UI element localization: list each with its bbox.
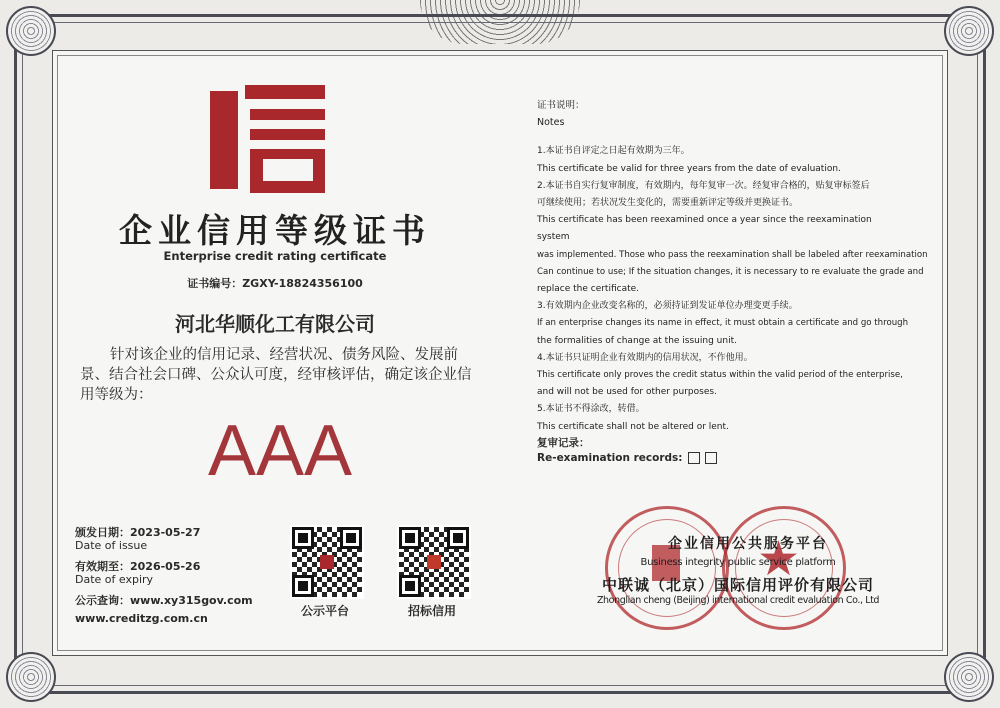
note-line: This certificate shall not be altered or lent.	[537, 421, 729, 432]
note-line: replace the certificate.	[537, 284, 640, 295]
qr-code-public-platform[interactable]	[290, 525, 364, 599]
notes-heading-cn: 证书说明：	[537, 100, 585, 111]
reexam-label: Re-examination records:	[537, 452, 683, 464]
corner-ornament	[944, 6, 994, 56]
reexam-section	[537, 436, 717, 466]
corner-ornament	[944, 652, 994, 702]
issue-date-label: Date of issue	[75, 539, 148, 552]
expiry-date-label: Date of expiry	[75, 573, 154, 586]
corner-ornament	[6, 652, 56, 702]
certificate-title: 企业信用等级证书	[119, 211, 431, 250]
note-line: 4.本证书只证明企业有效期内的信用状况，不作他用。	[537, 352, 753, 363]
qr-label: 公示平台	[300, 604, 349, 618]
note-line: This certificate has been reexamined once a year since the reexamination system	[537, 215, 872, 243]
certificate-number: 证书编号：ZGXY-18824356100	[187, 277, 363, 290]
star-icon: ★	[757, 531, 801, 587]
date-block	[75, 526, 253, 625]
note-line: was implemented. Those who pass the reexamination shall be labeled after reexamination	[537, 249, 928, 260]
company-name: 河北华顺化工有限公司	[175, 312, 375, 336]
note-line: This certificate be valid for three years from the date of evaluation.	[537, 163, 841, 174]
platform-name-en: Business integrity public service platform	[640, 557, 836, 568]
issue-date: 颁发日期：2023-05-27	[75, 526, 201, 539]
certificate-subtitle: Enterprise credit rating certificate	[163, 249, 387, 263]
note-line: 可继续使用；若状况发生变化的，需要重新评定等级并更换证书。	[537, 198, 799, 209]
rating-statement: 针对该企业的信用记录、经营状况、债务风险、发展前景、结合社会口碑、公众认可度，经审核评估，确定该企业信用等级为：	[80, 347, 472, 403]
notes-heading-en: Notes	[537, 117, 565, 129]
reexam-heading: 复审记录：	[537, 437, 590, 449]
reexam-checkbox[interactable]	[705, 452, 717, 464]
note-line: 1.本证书自评定之日起有效期为三年。	[537, 146, 690, 157]
issuer-name-cn: 中联诚（北京）国际信用评价有限公司	[601, 576, 874, 594]
credit-seal-logo	[205, 85, 330, 195]
note-line: and will not be used for other purposes.	[537, 387, 717, 398]
note-line: 2.本证书自实行复审制度，有效期内，每年复审一次。经复审合格的，贴复审标签后	[537, 180, 870, 191]
query-site: 公示查询：www.xy315gov.com	[75, 594, 253, 607]
note-line: If an enterprise changes its name in effect, it must obtain a certificate and go through	[537, 318, 909, 329]
note-line: This certificate only proves the credit status within the valid period of the enterprise,	[537, 370, 903, 381]
site-url: www.creditzg.com.cn	[75, 612, 208, 625]
issuer-block	[578, 533, 898, 606]
note-line: the formalities of change at the issuing unit.	[537, 335, 737, 346]
platform-name-cn: 企业信用公共服务平台	[668, 536, 828, 552]
corner-ornament	[6, 6, 56, 56]
logo-icon	[320, 555, 334, 569]
note-line: 5.本证书不得涂改，转借。	[537, 404, 645, 415]
qr-label: 招标信用	[407, 604, 456, 618]
issuer-name-en: Zhonglian cheng (Beijing) international credit evaluation Co., Ltd	[596, 595, 880, 606]
reexam-checkbox[interactable]	[688, 452, 700, 464]
note-line: 3.有效期内企业改变名称的，必须持证到发证单位办理变更手续。	[537, 301, 798, 312]
credit-grade: AAA	[207, 411, 353, 491]
note-line: Can continue to use; If the situation changes, it is necessary to re evaluate the grade and	[537, 266, 924, 277]
logo-icon	[427, 555, 441, 569]
notes-section	[537, 97, 928, 436]
qr-code-bidding-credit[interactable]	[397, 525, 471, 599]
expiry-date: 有效期至：2026-05-26	[75, 560, 201, 573]
